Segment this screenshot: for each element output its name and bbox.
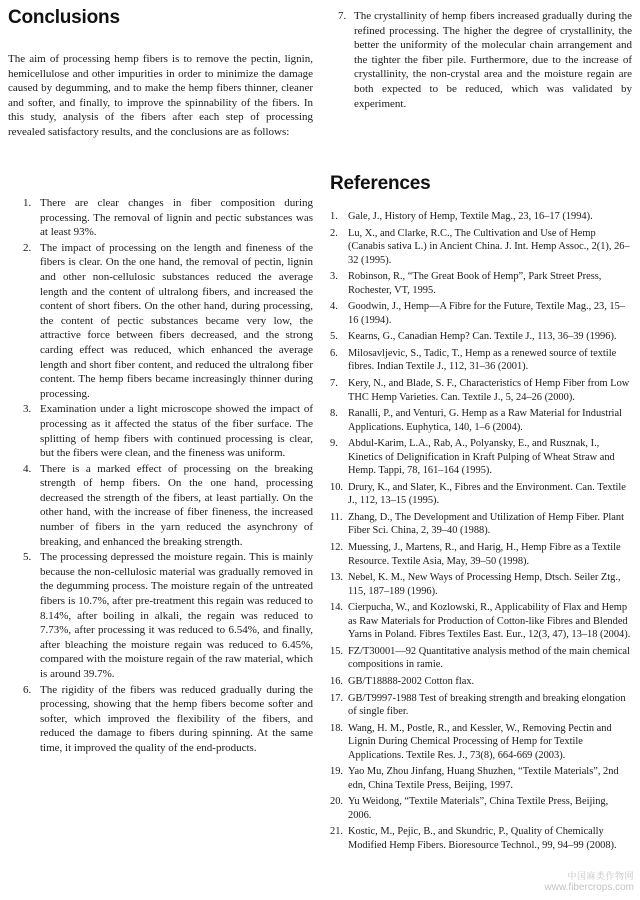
reference-item bbox=[330, 300, 632, 327]
reference-item bbox=[330, 210, 632, 224]
item-number: 3. bbox=[23, 403, 32, 416]
conclusion-item bbox=[8, 550, 313, 681]
reference-text: Ranalli, P., and Venturi, G. Hemp as a Raw Material for Industrial Applications. Euphytica, 140, 1–6 (2004). bbox=[348, 408, 622, 433]
item-number: 2. bbox=[23, 241, 32, 254]
reference-text: Muessing, J., Martens, R., and Harig, H., Hemp Fibre as a Textile Resource. Textile Asia, May, 39–50 (1998). bbox=[348, 542, 621, 567]
reference-number: 10. bbox=[330, 481, 343, 493]
reference-number: 3. bbox=[330, 271, 338, 283]
reference-number: 2. bbox=[330, 227, 338, 239]
conclusion-item bbox=[8, 196, 313, 240]
reference-item bbox=[330, 795, 632, 822]
conclusion-item bbox=[8, 402, 313, 460]
reference-number: 17. bbox=[330, 692, 343, 704]
conclusions-heading: Conclusions bbox=[8, 7, 120, 28]
watermark-chinese-text: 中国麻类作物网 bbox=[567, 871, 634, 881]
reference-number: 14. bbox=[330, 602, 343, 614]
item-text: There are clear changes in fiber composition during processing. The removal of lignin and pectic substances was at least 93%. bbox=[40, 197, 313, 239]
reference-number: 12. bbox=[330, 542, 343, 554]
reference-item bbox=[330, 377, 632, 404]
reference-number: 11. bbox=[330, 511, 343, 523]
reference-text: Milosavljevic, S., Tadic, T., Hemp as a renewed source of textile fibres. Indian Textile J., 112, 31–36 (2001). bbox=[348, 347, 617, 373]
reference-number: 8. bbox=[330, 408, 338, 420]
item-number: 4. bbox=[23, 462, 32, 475]
reference-number: 19. bbox=[330, 766, 343, 778]
reference-item bbox=[330, 722, 632, 763]
reference-number: 15. bbox=[330, 645, 343, 657]
item-text: The crystallinity of hemp fibers increased gradually during the refined processing. The higher the degree of crystallinity, the better the uniformity of the molecular chain arrangement and the tighter the fiber pile. Furthermore, due to the increase of crystallinity, the non-crystal area and the moisture regain are both expected to be reduced, which was validated by experiment. bbox=[354, 10, 632, 110]
reference-number: 16. bbox=[330, 675, 343, 687]
reference-text: Kery, N., and Blade, S. F., Characteristics of Hemp Fiber from Low THC Hemp Varieties. Can. Textile J., 5, 24–26 (2000). bbox=[348, 378, 630, 403]
reference-number: 7. bbox=[330, 378, 338, 390]
reference-item bbox=[330, 270, 632, 297]
reference-text: Cierpucha, W., and Kozlowski, R., Applicability of Flax and Hemp as Raw Materials for Production of Cotton-like Fibres and Blended Yarns in Poland. Fibres Textiles East. Eur., 12(3, 47), 13–18 (2004). bbox=[348, 602, 631, 641]
reference-text: Kearns, G., Canadian Hemp? Can. Textile J., 113, 36–39 (1996). bbox=[348, 331, 617, 343]
reference-item bbox=[330, 825, 632, 852]
item-number: 7. bbox=[338, 10, 347, 22]
reference-text: Kostic, M., Pejic, B., and Skundric, P., Quality of Chemically Modified Hemp Fibers. Bioresource Technol., 99, 94–99 (2008). bbox=[348, 826, 617, 851]
reference-number: 20. bbox=[330, 796, 343, 808]
conclusion-item bbox=[8, 462, 313, 550]
reference-text: FZ/T30001—92 Quantitative analysis method of the main chemical compositions in ramie. bbox=[348, 645, 630, 671]
reference-text: Robinson, R., “The Great Book of Hemp”, Park Street Press, Rochester, VT, 1995. bbox=[348, 271, 602, 296]
item-number: 6. bbox=[23, 683, 32, 696]
reference-text: GB/T9997-1988 Test of breaking strength and breaking elongation of single fiber. bbox=[348, 692, 626, 718]
references-heading: References bbox=[330, 173, 431, 194]
reference-item bbox=[330, 407, 632, 434]
reference-item bbox=[330, 227, 632, 268]
item-text: There is a marked effect of processing on the breaking strength of hemp fibers. On the one hand, processing decreased the strength of the fibers, at least partially. On the other hand, with the increase of fiber fineness, the increased number of fibers in the yarn reduced the asynchrony of breaking, and enhanced the breaking strength. bbox=[40, 462, 313, 548]
reference-item bbox=[330, 347, 632, 374]
reference-number: 1. bbox=[330, 211, 338, 222]
reference-item bbox=[330, 571, 632, 598]
item-text: The processing depressed the moisture regain. This is mainly because the non-cellulosic material was gradually removed in the degumming process. The moisture regain of the untreated fibers is 10.7%, after pre-treatment this regain was reduced to 8.14%, after boiling in alkali, the regain was reduced to 7.73%, after processing it was reduced to 6.54%, and finally, after bleaching the moisture regain was reduced to 6.45%, compared with the moisture regain of the raw material, which is around 39.7%. bbox=[40, 551, 313, 680]
reference-text: Goodwin, J., Hemp—A Fibre for the Future, Textile Mag., 23, 15–16 (1994). bbox=[348, 301, 625, 326]
reference-text: Wang, H. M., Postle, R., and Kessler, W., Removing Pectin and Lignin During Chemical Processing of Hemp for Textile Applications. Textile Res. J., 73(8), 664-669 (2003). bbox=[348, 722, 612, 761]
conclusion-item bbox=[330, 9, 632, 111]
conclusion-item bbox=[8, 241, 313, 402]
reference-text: Yu Weidong, “Textile Materials”, China Textile Press, Beijing, 2006. bbox=[348, 796, 609, 821]
reference-text: Abdul-Karim, L.A., Rab, A., Polyansky, E., and Rusznak, I., Kinetics of Delignification in Kraft Pulping of Wheat Straw and Hemp. Tappi, 78, 161–164 (1995). bbox=[348, 438, 615, 477]
reference-item bbox=[330, 511, 632, 538]
reference-text: Yao Mu, Zhou Jinfang, Huang Shuzhen, “Textile Materials”, 2nd edn, China Textile Press, Beijing, 1997. bbox=[348, 766, 619, 791]
item-number: 5. bbox=[23, 551, 32, 564]
reference-text: GB/T18888-2002 Cotton flax. bbox=[348, 675, 475, 687]
reference-item bbox=[330, 481, 632, 508]
reference-number: 21. bbox=[330, 826, 343, 838]
reference-item bbox=[330, 437, 632, 478]
reference-item bbox=[330, 765, 632, 792]
reference-number: 5. bbox=[330, 331, 338, 343]
item-number: 1. bbox=[23, 197, 32, 209]
reference-item bbox=[330, 330, 632, 344]
conclusions-list bbox=[8, 196, 313, 757]
reference-item bbox=[330, 645, 632, 672]
reference-number: 6. bbox=[330, 347, 338, 359]
references-list bbox=[330, 210, 632, 856]
item-text: The impact of processing on the length and fineness of the fibers is clear. On the one hand, the removal of pectin, lignin and other non-cellulosic substances reduced the average length and the content of ultralong fibers, and increased the content of short fibers. On the other hand, during processing, the content of pectic substances became very low, the attractive force between fibers decreased, and the strong carding effect was reduced, which enhanced the average length and short fiber content, and reduced the ultralong fiber content. The hemp fibers became increasingly thinner during processing. bbox=[40, 241, 313, 400]
reference-number: 18. bbox=[330, 722, 343, 734]
reference-item bbox=[330, 675, 632, 689]
reference-text: Nebel, K. M., New Ways of Processing Hemp, Dtsch. Seiler Ztg., 115, 187–189 (1996). bbox=[348, 572, 621, 597]
conclusion-item bbox=[8, 683, 313, 756]
reference-text: Lu, X., and Clarke, R.C., The Cultivation and Use of Hemp (Canabis sativa L.) in Ancient China. J. Int. Hemp Assoc., 2(1), 26–32 (1995). bbox=[348, 227, 630, 266]
reference-text: Drury, K., and Slater, K., Fibres and the Environment. Can. Textile J., 112, 13–15 (1995). bbox=[348, 481, 626, 507]
item-text: Examination under a light microscope showed the impact of processing as it affected the status of the fiber surface. The splitting of hemp fibers with continued processing is clear, but the fibers were clean, and the fineness was uniform. bbox=[40, 403, 313, 460]
site-watermark bbox=[545, 870, 634, 894]
reference-item bbox=[330, 541, 632, 568]
watermark-url: www.fibercrops.com bbox=[544, 882, 634, 893]
reference-number: 4. bbox=[330, 301, 338, 313]
reference-item bbox=[330, 601, 632, 642]
reference-text: Gale, J., History of Hemp, Textile Mag., 23, 16–17 (1994). bbox=[348, 211, 593, 222]
reference-text: Zhang, D., The Development and Utilization of Hemp Fiber. Plant Fiber Sci. China, 2, 39–40 (1988). bbox=[348, 511, 624, 537]
reference-number: 13. bbox=[330, 572, 343, 584]
conclusions-intro: The aim of processing hemp fibers is to remove the pectin, lignin, hemicellulose and other impurities in order to minimize the damage caused by degumming, and to make the hemp fibers thinner, cleaner and softer, and finally, to improve the spinnability of the fibers. In this study, analysis of the fibers after each step of processing revealed satisfactory results, and the conclusions are as follows: bbox=[8, 53, 313, 138]
reference-number: 9. bbox=[330, 438, 338, 450]
conclusions-list-continued bbox=[330, 9, 632, 111]
reference-item bbox=[330, 692, 632, 719]
item-text: The rigidity of the fibers was reduced gradually during the processing, showing that the hemp fibers become softer and softer, which improved the flexibility of the fibers, and reduced the damage to fibers during spinning. At the same time, it improved the quality of the end-products. bbox=[40, 683, 313, 754]
